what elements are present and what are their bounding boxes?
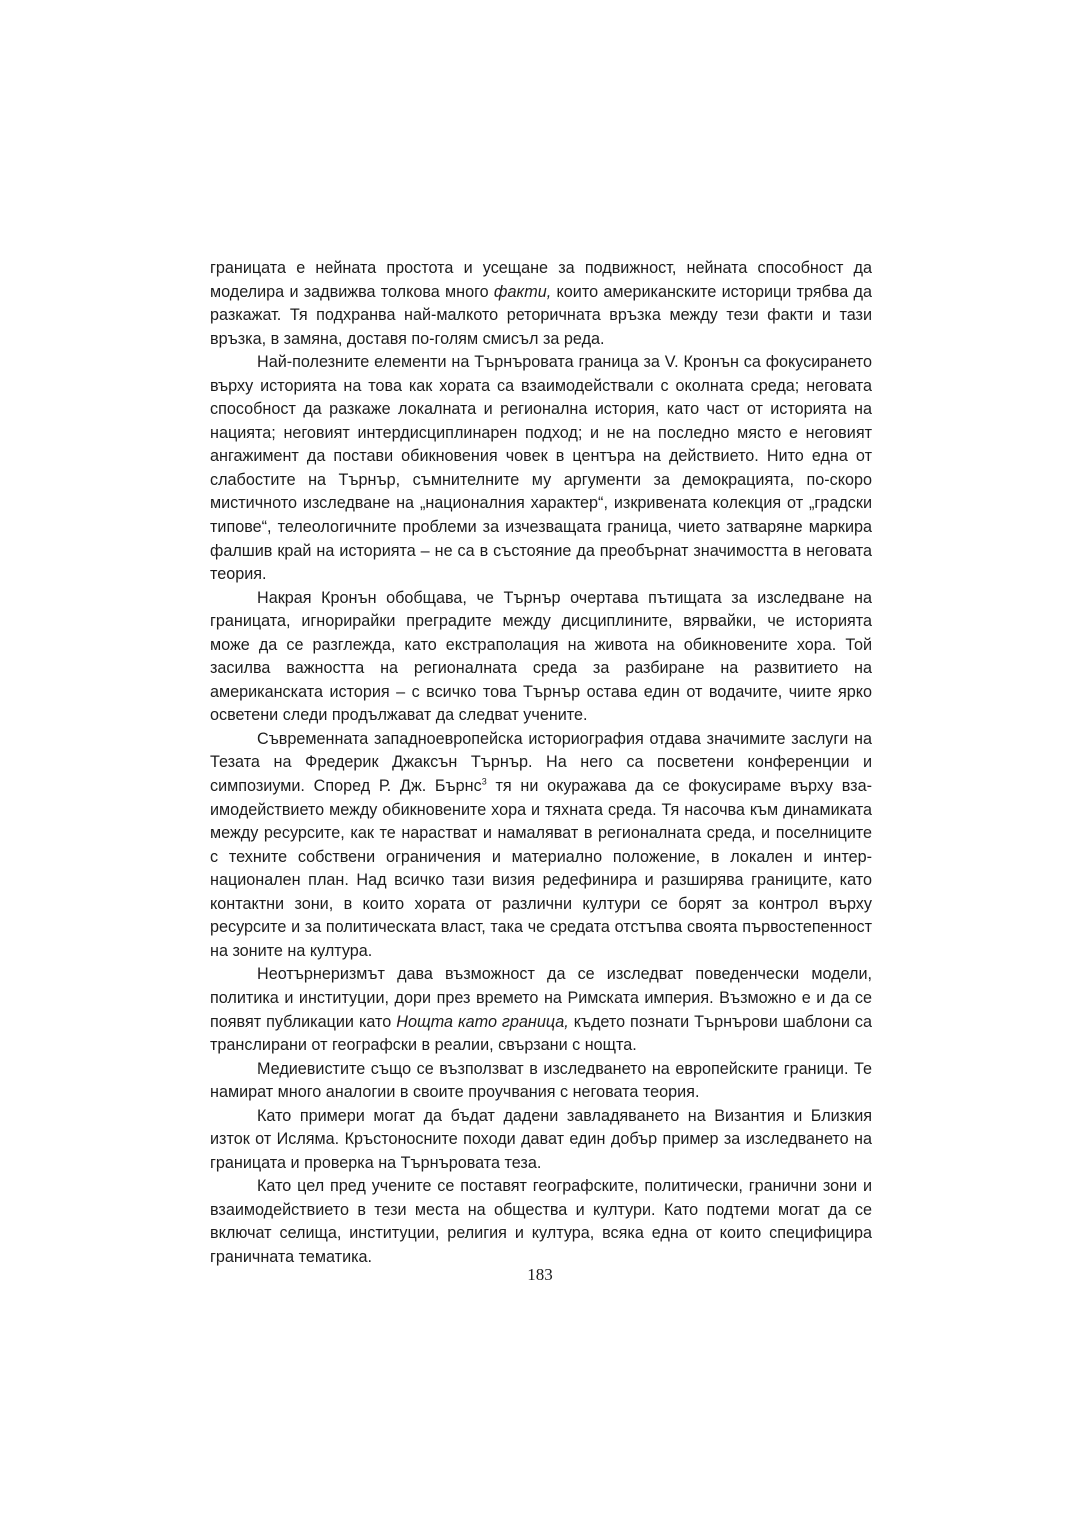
paragraph-6: Медиевистите също се възползват в изследването на европейските граници. Те намират много аналогии в своите проучвания с неговата теория. xyxy=(210,1059,872,1102)
paragraph-1-text-c: които американските историци трябва да разкажат. Тя подхранва най-малкото реторичната връзка между тези факти и тази връзка, в замяна, доставя по-голям смисъл за реда. xyxy=(210,282,872,348)
paragraph-4-text-b: тя ни окуражава да се фокусираме върху взаимодействието между обикновените хора и тяхната среда. Тя насочва към динамиката между ресурсите, как те нарастват и намаляват в регионалната среда, и поселниците с техните собствени ограничения и материално положение, в локален и интернационален план. Над всичко тази визия редефинира и разширява границите, като контактни зони, в които хората от различни култури се борят за контрол върху ресурсите и за политическата власт, така че средата отстъпва своята първостепенност на зоните на култура. xyxy=(210,777,872,960)
paragraph-2: Най-полезните елементи на Търнъровата граница за V. Кронън са фокусирането върху историята на това как хората са взаимодействали с околната среда; неговата способност да разкаже локалната и регионална история, като част от историята на нацията; неговият интердисциплинарен подход; и не на последно място е неговият ангажимент да постави обикновения човек в центъра на действието. Нито една от слабостите на Търнър, съмнителните му аргументи за демокрацията, по-скоро мистичното изследване на „националния характер“, изкривената колекция от „градски типове“, телеологичните проблеми за изчезващата граница, чието затваряне маркира фалшив край на историята – не са в състояние да преобърнат значимостта в неговата теория. xyxy=(210,353,872,584)
page-number: 183 xyxy=(527,1265,553,1284)
paragraph-1-text-a: границата е нейната простота и усещане за подвижност, нейната способност да моделира и задвижва толкова много xyxy=(210,259,872,301)
paragraph-4-text-a: Съвременната западноевропейска историография отдава значимите заслуги на Тезата на Фредерик Джаксън Търнър. На него са посветени конференции и симпозиуми. Според Р. Дж. Бърнс xyxy=(210,729,872,796)
paragraph-5-text-c: където познати Търнърови шаблони са транслирани от географски в реалии, свързани с нощта. xyxy=(210,1012,872,1055)
footnote-marker[interactable]: 3 xyxy=(481,776,487,787)
paragraph-3: Накрая Кронън обобщава, че Търнър очертава пътищата за изследване на границата, игнорирайки преградите между дисциплините, вярвайки, че историята може да се разглежда, като екстраполация на живота на обикновените хора. Той засилва важността на регионалната среда за разбиране на развитието на американската история – с всичко това Търнър остава един от водачите, чиите ярко осветени следи продължават да следват учените. xyxy=(210,588,872,725)
paragraph-5-text-a: Неотърнеризмът дава възможност да се изследват поведенчески модели, политика и институции, дори през времето на Римската империя. Възможно е и да се появят публикации като xyxy=(210,965,872,1031)
paragraph-1 xyxy=(210,257,872,351)
paragraph-8: Като цел пред учените се поставят географските, политически, гранични зони и взаимодействието в тези места на общества и култури. Като подтеми могат да се включат селища, институции, религия и култура, всяка една от които специфицира граничната тематика. xyxy=(210,1177,872,1266)
paragraph-5 xyxy=(210,963,872,1057)
body-text xyxy=(210,257,872,1270)
paragraph-7: Като примери могат да бъдат дадени завладяването на Византия и Близкия изток от Исляма. Кръстоносните походи дават един добър пример за изследването на границата и проверка на Търнъровата теза. xyxy=(210,1106,872,1172)
italic-title-night-as-frontier: Нощта като граница, xyxy=(396,1012,569,1031)
italic-term-facts: факти, xyxy=(493,282,552,301)
paragraph-4 xyxy=(210,728,872,963)
